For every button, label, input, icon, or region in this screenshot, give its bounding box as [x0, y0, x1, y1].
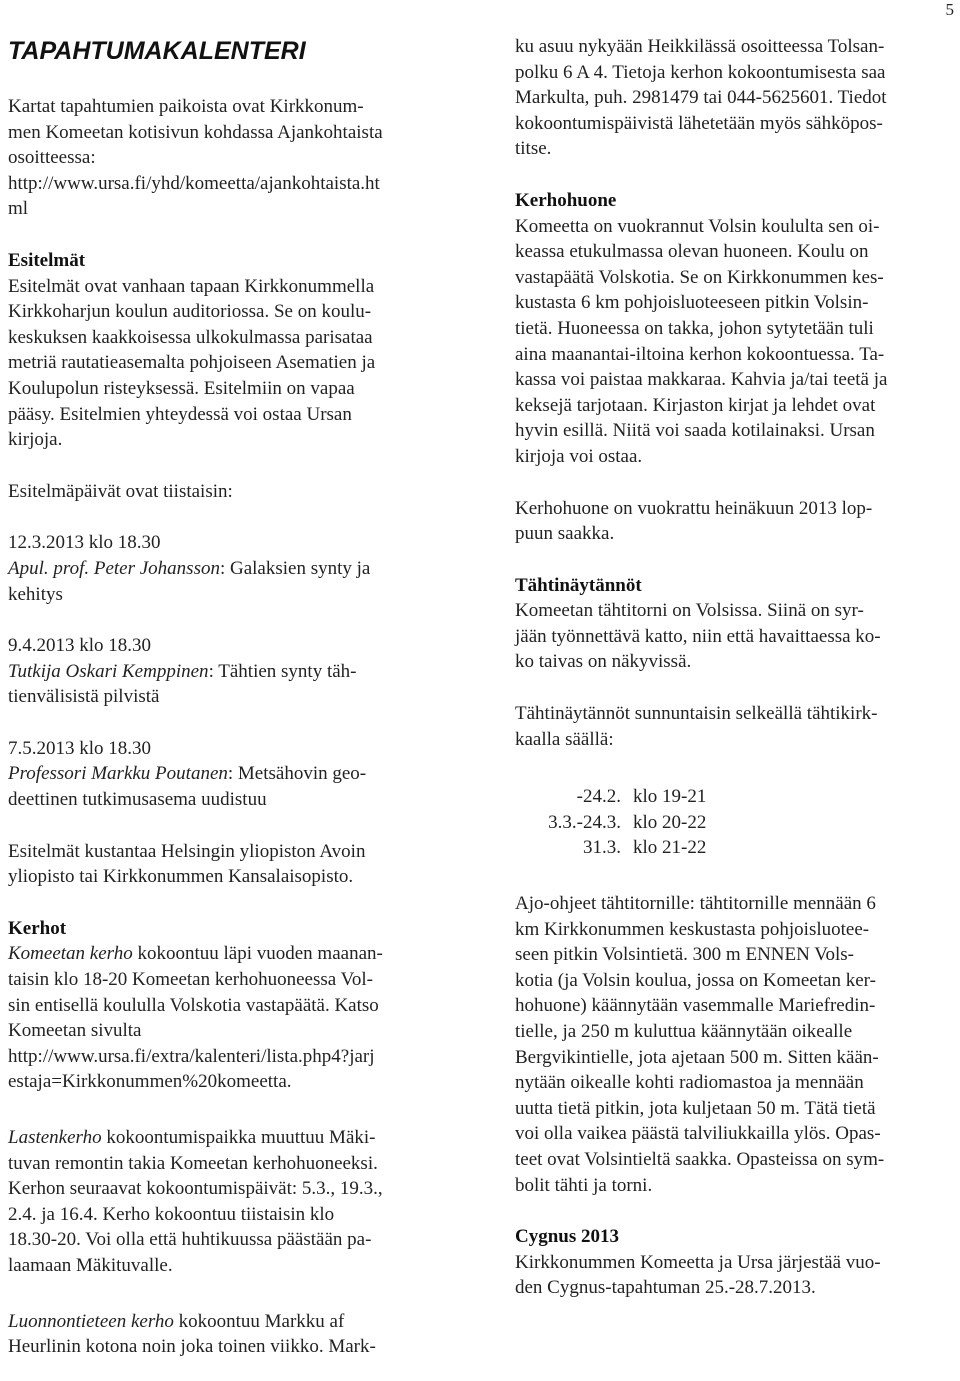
schedule-time: klo 20-22 [633, 811, 707, 833]
tahtinaytannot-heading: Tähtinäytännöt [515, 574, 642, 596]
talk-1 [8, 530, 456, 607]
esitelmat-heading: Esitelmät [8, 249, 86, 271]
luonto-name: Luonnontieteen kerho [8, 1310, 174, 1332]
cygnus-paragraph: Kirkkonummen Komeetta ja Ursa järjestää vuo- den Cygnus-tapahtuman 25.-28.7.2013. [515, 1251, 881, 1299]
talk-date: 12.3.2013 klo 18.30 [8, 532, 161, 554]
talk-speaker: Apul. prof. Peter Johansson [8, 557, 220, 579]
sunday-shows-paragraph: Tähtinäytännöt sunnuntaisin selkeällä tähtikirk- kaalla säällä: [515, 703, 878, 750]
schedule-time: klo 19-21 [633, 786, 707, 808]
talk-title-line: : Tähtien synty täh- [208, 660, 357, 682]
talk-3 [8, 736, 456, 813]
talk-2 [8, 633, 456, 710]
talk-description [8, 659, 456, 710]
right-column [515, 34, 955, 1301]
kerho-paragraph [8, 941, 456, 1095]
schedule-row [515, 784, 706, 810]
page-title: TAPAHTUMAKALENTERI [8, 37, 306, 65]
page-number: 5 [945, 0, 954, 19]
schedule-time: klo 21-22 [633, 837, 707, 859]
talk-title-line: kehitys [8, 583, 63, 605]
luonto-continuation: ku asuu nykyään Heikkilässä osoitteessa Tolsan- polku 6 A 4. Tietoja kerhon kokoontumisesta saa Markulta, puh. 2981479 tai 044-5625601. Tiedot kokoontumispäivistä lähetetään myös sähköpos- titse. [515, 36, 887, 160]
lastenkerho-text: kokoontumispaikka muuttuu Mäki- tuvan remontin takia Komeetan kerhohuoneeksi. Kerhon seuraavat kokoontumispäivät: 5.3., 19.3., 2.4. ja 16.4. Kerho kokoontuu tiistaisin klo 18.30-20. Voi olla että huhtikuussa päästään pa- laamaan Mäkituvalle. [8, 1127, 383, 1276]
funding-paragraph: Esitelmät kustantaa Helsingin yliopiston Avoin yliopisto tai Kirkkonummen Kansalaisopisto. [8, 840, 366, 888]
kerho-name: Komeetan kerho [8, 943, 133, 965]
kerhohuone-paragraph: Komeetta on vuokrannut Volsin koululta sen oi- keassa etukulmassa olevan huoneen. Koulu on vastapäätä Volskotia. Se on Kirkkonummen kes- kustasta 6 km pohjoisluoteeseen pitkin Volsin- tietä. Huoneessa on takka, johon sytytetään tuli aina maanantai-iltoina kerhon kokoontuessa. Ta- kassa voi paistaa makkaraa. Kahvia ja/tai teetä ja keksejä tarjotaan. Kirjaston kirjat ja lehdet ovat hyvin esillä. Niitä voi saada kotilainaksi. Ursan kirjoja voi ostaa. [515, 215, 888, 467]
kerhohuone-heading: Kerhohuone [515, 189, 617, 211]
schedule-row [515, 810, 706, 836]
directions-paragraph: Ajo-ohjeet tähtitornille: tähtitornille mennään 6 km Kirkkonummen keskustasta pohjoisluotee- seen pitkin Volsintietä. 300 m ENNEN Vols- kotia (ja Volsin koulua, jossa on Komeetan ker- hohuone) käännytään vasemmalle Mariefredin- tielle, ja 250 m kuluttua käännytään oikealle Bergvikintielle, jota ajetaan 500 m. Sitten kään- nytään oikealle kohti radiomastoa ja mennään uutta tietä pitkin, jota kuljetaan 50 m. Tätä tietä voi olla vaikea päästä talviliukkailla ylös. Opas- teet ovat Volsintieltä saakka. Opasteissa on sym- bolit tähti ja torni. [515, 893, 885, 1196]
talk-speaker: Professori Markku Poutanen [8, 763, 228, 785]
cygnus-heading: Cygnus 2013 [515, 1226, 619, 1248]
lastenkerho-name: Lastenkerho [8, 1127, 102, 1148]
schedule-dates: -24.2. [576, 786, 621, 808]
luonto-text: kokoontuu Markku af Heurlinin kotona noin joka toinen viikko. Mark- [8, 1310, 376, 1358]
talk-speaker: Tutkija Oskari Kemppinen [8, 660, 209, 682]
talk-title-line: : Galaksien synty ja [219, 557, 371, 579]
kerhot-heading: Kerhot [8, 917, 67, 939]
schedule-dates: 31.3. [583, 837, 621, 859]
kerho-text: kokoontuu läpi vuoden maanan- taisin klo 18-20 Komeetan kerhohuoneessa Vol- sin entisellä koululla Volskotia vastapäätä. Katso Komeetan sivulta http://www.ursa.fi/extra/kalenteri/lista.php4?jarj estaja=Kirkkonummen%20komeetta. [8, 943, 383, 1093]
tahtinaytannot-paragraph: Komeetan tähtitorni on Volsissa. Siinä on syr- jään työnnettävä katto, niin että havaittaessa ko- ko taivas on näkyvissä. [515, 600, 881, 673]
schedule-dates: 3.3.-24.3. [548, 811, 621, 833]
talk-description [8, 556, 456, 607]
left-column [8, 34, 456, 1360]
talk-date: 7.5.2013 klo 18.30 [8, 737, 152, 759]
talk-description [8, 761, 456, 812]
talk-title-line: : Metsähovin geo- [227, 763, 367, 785]
luonto-paragraph [8, 1309, 456, 1360]
observation-schedule [515, 784, 706, 861]
lecture-dates-heading: Esitelmäpäivät ovat tiistaisin: [8, 480, 233, 502]
talk-title-line: tienvälisistä pilvistä [8, 686, 160, 708]
esitelmat-paragraph: Esitelmät ovat vanhaan tapaan Kirkkonummella Kirkkoharjun koulun auditoriossa. Se on koulu- keskuksen kaakkoisessa ulkokulmassa parisataa metriä rautatieasemalta pohjoiseen Asematien ja Koulupolun risteyksessä. Esitelmiin on vapaa pääsy. Esitelmien yhteydessä voi ostaa Ursan kirjoja. [8, 275, 376, 451]
intro-paragraph: Kartat tapahtumien paikoista ovat Kirkkonum- men Komeetan kotisivun kohdassa Ajankohtaista osoitteessa: http://www.ursa.fi/yhd/komeetta/ajankohtaista.ht ml [8, 96, 383, 220]
talk-date: 9.4.2013 klo 18.30 [8, 635, 152, 657]
kerhohuone-note: Kerhohuone on vuokrattu heinäkuun 2013 lop- puun saakka. [515, 497, 873, 545]
schedule-row [515, 835, 706, 861]
lastenkerho-paragraph [8, 1125, 456, 1279]
talk-title-line: deettinen tutkimusasema uudistuu [8, 789, 267, 811]
